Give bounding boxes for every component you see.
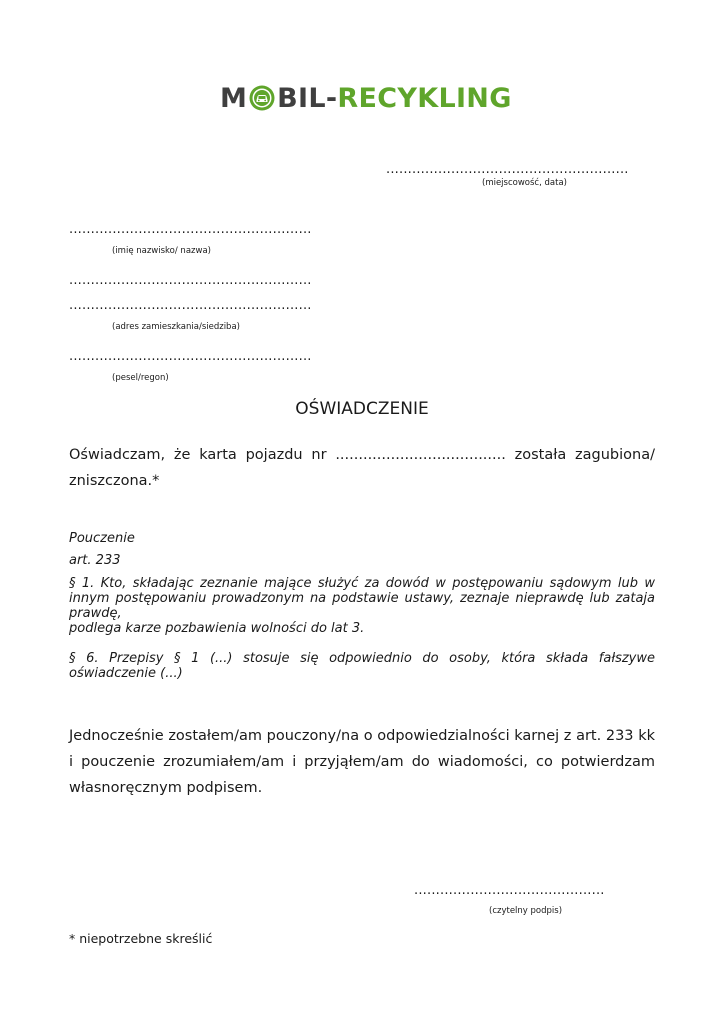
- statement-text: Oświadczam, że karta pojazdu nr ..................................... została zagubiona/ zniszczona.*: [69, 447, 655, 489]
- address-label: (adres zamieszkania/siedziba): [112, 322, 240, 332]
- document-title: OŚWIADCZENIE: [295, 399, 429, 419]
- footnote: * niepotrzebne skreślić: [69, 931, 213, 946]
- pesel-dotted-line: ........................................................: [69, 349, 312, 364]
- signature-dotted-line: ............................................: [414, 883, 605, 898]
- place-date-label: (miejscowość, data): [482, 178, 567, 188]
- address-dotted-line-1: ........................................................: [69, 273, 312, 288]
- company-logo: [220, 80, 512, 116]
- notice-paragraph-6: § 6. Przepisy § 1 (...) stosuje się odpowiednio do osoby, która składa fałszywe oświadczenie (...): [69, 651, 655, 681]
- confirmation-text: Jednocześnie zostałem/am pouczony/na o odpowiedzialności karnej z art. 233 kk i pouczenie zrozumiałem/am i przyjąłem/am do wiadomości, co potwierdzam własnoręcznym podpisem.: [69, 728, 655, 796]
- notice-article: art. 233: [69, 553, 121, 568]
- logo-text-m: M: [220, 82, 248, 114]
- pesel-label: (pesel/regon): [112, 373, 169, 383]
- address-dotted-line-2: ........................................................: [69, 298, 312, 313]
- car-wheel-logo-icon: [248, 84, 276, 112]
- logo-text-bil: BIL-: [277, 82, 338, 114]
- place-date-dotted-line: ........................................................: [386, 162, 629, 177]
- notice-heading: Pouczenie: [69, 531, 135, 546]
- name-dotted-line: ........................................................: [69, 222, 312, 237]
- signature-label: (czytelny podpis): [489, 906, 563, 916]
- notice-paragraph-1: § 1. Kto, składając zeznanie mające służyć za dowód w postępowaniu sądowym lub w innym postępowaniu prowadzonym na podstawie ustawy, zeznaje nieprawdę lub zataja prawdę,: [69, 576, 655, 621]
- logo-text-recykling: RECYKLING: [337, 82, 512, 114]
- name-label: (imię nazwisko/ nazwa): [112, 246, 211, 256]
- notice-paragraph-1-penalty: podlega karze pozbawienia wolności do lat 3.: [69, 621, 365, 636]
